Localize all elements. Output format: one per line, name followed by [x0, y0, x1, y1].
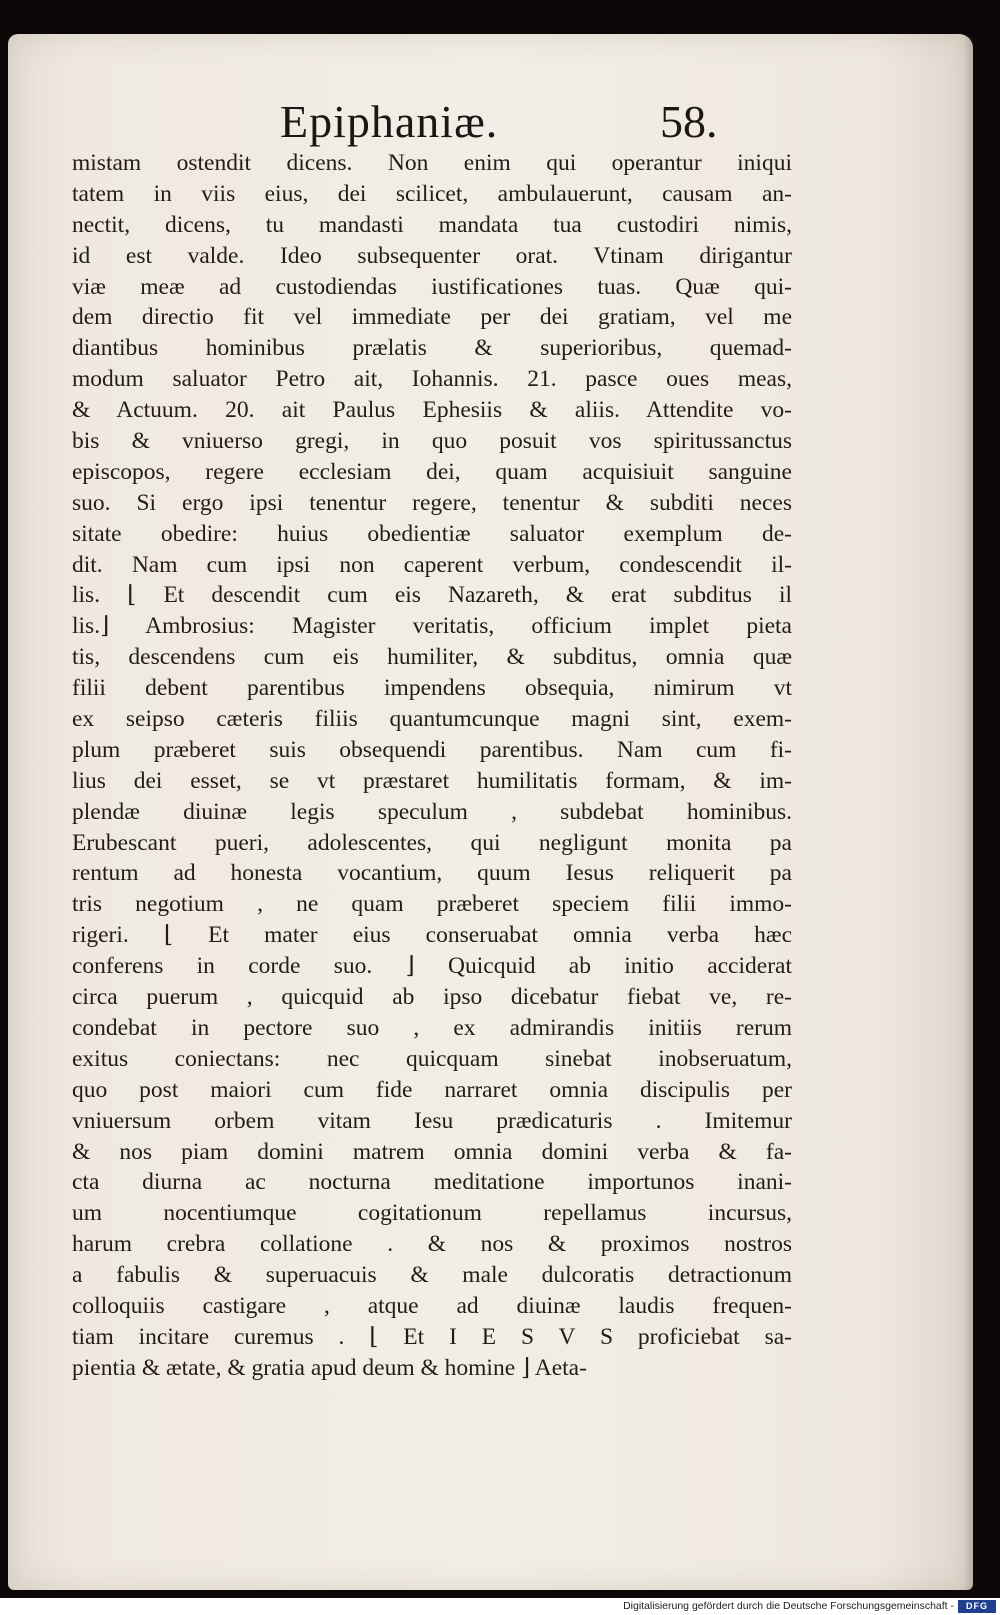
text-line: plendæ diuinæ legis speculum , subdebat hominibus. — [72, 798, 792, 825]
text-line: viæ meæ ad custodiendas iustificationes tuas. Quæ qui- — [72, 273, 792, 300]
text-line: tris negotium , ne quam præberet speciem filii immo- — [72, 891, 792, 918]
text-line: tatem in viis eius, dei scilicet, ambulauerunt, causam an- — [72, 180, 792, 207]
text-line: episcopos, regere ecclesiam dei, quam acquisiuit sanguine — [72, 458, 792, 485]
text-line: colloquiis castigare , atque ad diuinæ laudis frequen- — [72, 1292, 792, 1319]
text-line: circa puerum , quicquid ab ipso dicebatur fiebat ve, re- — [72, 984, 792, 1011]
text-line: vniuersum orbem vitam Iesu prædicaturis . Imitemur — [72, 1107, 792, 1134]
text-line: rentum ad honesta vocantium, quum Iesus reliquerit pa — [72, 860, 792, 887]
running-head-title: Epiphaniæ. — [280, 96, 499, 147]
funding-credit: Digitalisierung gefördert durch die Deutsche Forschungsgemeinschaft - — [623, 1600, 954, 1612]
text-line: diantibus hominibus prælatis & superioribus, quemad- — [72, 335, 792, 362]
text-line: dem directio fit vel immediate per dei gratiam, vel me — [72, 304, 792, 331]
book-page — [8, 34, 973, 1590]
text-line: lis.⌋ Ambrosius: Magister veritatis, officium implet pieta — [72, 613, 792, 640]
text-line: quo post maiori cum fide narraret omnia discipulis per — [72, 1076, 792, 1103]
text-line: & nos piam domini matrem omnia domini verba & fa- — [72, 1138, 792, 1165]
text-line: cta diurna ac nocturna meditatione importunos inani- — [72, 1169, 792, 1196]
text-line: um nocentiumque cogitationum repellamus incursus, — [72, 1200, 792, 1227]
text-line: pientia & ætate, & gratia apud deum & homine ⌋ Aeta- — [72, 1354, 587, 1381]
text-line: lius dei esset, se vt præstaret humilitatis formam, & im- — [72, 767, 792, 794]
text-line: rigeri. ⌊ Et mater eius conseruabat omnia verba hæc — [72, 922, 792, 949]
text-line: sitate obedire: huius obedientiæ saluator exemplum de- — [72, 520, 792, 547]
text-line: filii debent parentibus impendens obsequia, nimirum vt — [72, 675, 792, 702]
text-line: a fabulis & superuacuis & male dulcoratis detractionum — [72, 1262, 792, 1289]
text-line: condebat in pectore suo , ex admirandis initiis rerum — [72, 1014, 792, 1041]
body-text — [72, 148, 792, 1384]
text-line: lis. ⌊ Et descendit cum eis Nazareth, & erat subditus il — [72, 582, 792, 609]
text-line: suo. Si ergo ipsi tenentur regere, tenentur & subditi neces — [72, 489, 792, 516]
text-line: tiam incitare curemus . ⌊ Et I E S V S proficiebat sa- — [72, 1323, 792, 1350]
dfg-logo: DFG — [958, 1600, 996, 1613]
running-head — [8, 92, 973, 152]
text-line: mistam ostendit dicens. Non enim qui operantur iniqui — [72, 150, 792, 176]
text-line: tis, descendens cum eis humiliter, & subditus, omnia quæ — [72, 644, 792, 671]
text-line: id est valde. Ideo subsequenter orat. Vtinam dirigantur — [72, 242, 792, 269]
text-line: plum præberet suis obsequendi parentibus. Nam cum fi- — [72, 736, 792, 763]
text-line: Erubescant pueri, adolescentes, qui negligunt monita pa — [72, 829, 792, 856]
text-line: harum crebra collatione . & nos & proximos nostros — [72, 1231, 792, 1258]
text-line: dit. Nam cum ipsi non caperent verbum, condescendit il- — [72, 551, 792, 578]
text-line: exitus coniectans: nec quicquam sinebat inobseruatum, — [72, 1045, 792, 1072]
text-line: bis & vniuerso gregi, in quo posuit vos spiritussanctus — [72, 428, 792, 455]
text-line: nectit, dicens, tu mandasti mandata tua custodiri nimis, — [72, 211, 792, 238]
text-line: & Actuum. 20. ait Paulus Ephesiis & aliis. Attendite vo- — [72, 397, 792, 424]
digitization-footer — [0, 1598, 1000, 1615]
text-line: ex seipso cæteris filiis quantumcunque magni sint, exem- — [72, 706, 792, 733]
page-edge-shadow — [963, 34, 973, 1590]
text-line: modum saluator Petro ait, Iohannis. 21. pasce oues meas, — [72, 366, 792, 393]
folio-number: 58. — [660, 96, 718, 147]
text-line: conferens in corde suo. ⌋ Quicquid ab initio acciderat — [72, 953, 792, 980]
